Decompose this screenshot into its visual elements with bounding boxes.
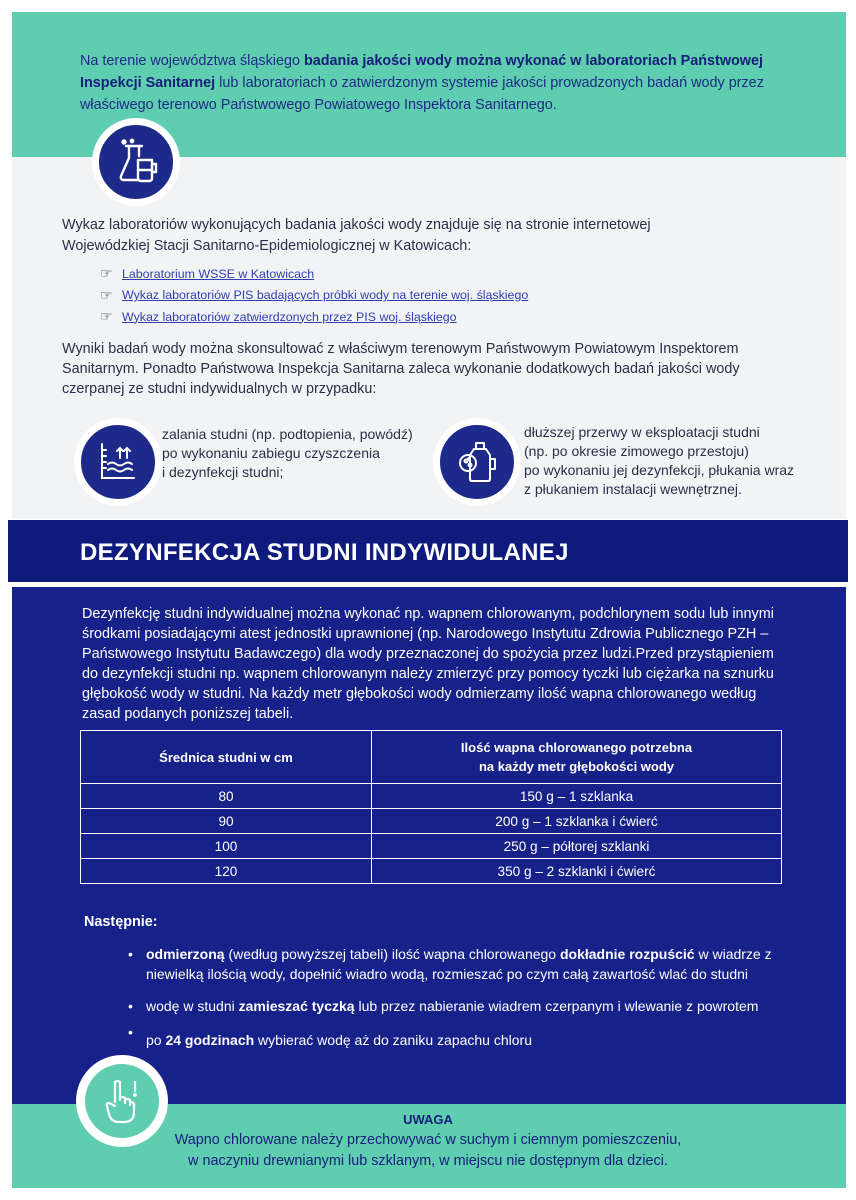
link-wsse-katowice[interactable]: Laboratorium WSSE w Katowicach xyxy=(122,266,315,281)
case-downtime-line: dłuższej przerwy w eksploatacji studni xyxy=(524,424,760,440)
list-item xyxy=(100,285,720,306)
intro-paragraph xyxy=(80,50,780,116)
disinfection-paragraph: Dezynfekcję studni indywidualnej można wykonać np. wapnem chlorowanym, podchlorynem sodu lub innymi środkami posiadającymi atest jednostki uprawnionej (np. Narodowego Instytutu Zdrowia Publicznego PZH – Państwowego Instytutu Badawczego) dla wody przeznaczonej do spożycia przez ludzi.Przed przystąpieniem do dezynfekcji studni np. wapnem chlorowanym należy zmierzyć przy pomocy tyczki lub ciężarka na sznurku głębokość wody w studni. Na każdy metr głębokości wody odmierzamy ilość wapna chlorowanego według zasad podanych poniższej tabeli. xyxy=(82,606,774,722)
table-row xyxy=(81,859,782,884)
case-flooding xyxy=(162,425,432,482)
bullet-dot-icon: • xyxy=(128,998,133,1014)
labs-intro: Wykaz laboratoriów wykonujących badania jakości wody znajduje się na stronie internetowej Wojewódzkiej Stacji Sanitarno-Epidemiologicznej w Katowicach: xyxy=(62,217,651,254)
list-item xyxy=(128,944,788,984)
bullet-dot-icon: • xyxy=(128,946,133,962)
case-flooding-line: zalania studni (np. podtopienia, powódź) xyxy=(162,426,413,442)
flood-water-level-icon xyxy=(74,418,162,506)
warning-title: UWAGA xyxy=(403,1112,453,1127)
table-cell-diameter: 100 xyxy=(81,834,372,859)
table-row xyxy=(81,834,782,859)
bullet-text: po xyxy=(146,1032,166,1048)
table-cell-amount: 350 g – 2 szklanki i ćwierć xyxy=(372,859,782,884)
bullet-text: wodę w studni xyxy=(146,998,239,1014)
warning-text xyxy=(0,1130,856,1172)
table-cell-amount: 200 g – 1 szklanka i ćwierć xyxy=(372,809,782,834)
case-flooding-line: i dezynfekcji studni; xyxy=(162,464,284,480)
bullet-bold: zamieszać tyczką xyxy=(238,998,355,1014)
case-downtime-line: po wykonaniu jej dezynfekcji, płukania wraz xyxy=(524,462,795,478)
bullet-text: lub przez nabieranie wiadrem czerpanym i wlewanie z powrotem xyxy=(354,998,759,1014)
table-cell-diameter: 90 xyxy=(81,809,372,834)
table-header-amount-line: na każdy metr głębokości wody xyxy=(478,759,675,774)
case-flooding-line: po wykonaniu zabiegu czyszczenia xyxy=(162,445,380,461)
list-item xyxy=(100,263,720,284)
link-pis-labs-silesia[interactable]: Wykaz laboratoriów PIS badających próbki wody na terenie woj. śląskiego xyxy=(122,288,529,302)
case-downtime-line: z płukaniem instalacji wewnętrznej. xyxy=(524,481,742,497)
table-header-amount xyxy=(372,731,782,784)
table-cell-amount: 250 g – półtorej szklanki xyxy=(372,834,782,859)
table-header-row xyxy=(81,731,782,784)
next-steps-label: Następnie: xyxy=(84,914,158,930)
bullet-text: (według powyższej tabeli) ilość wapna chlorowanego xyxy=(224,946,560,962)
lab-flask-icon xyxy=(92,118,180,206)
link-approved-labs[interactable]: Wykaz laboratoriów zatwierdzonych przez PIS woj. śląskiego xyxy=(122,309,457,324)
case-downtime xyxy=(524,423,824,499)
results-paragraph: Wyniki badań wody można skonsultować z właściwym terenowym Państwowym Powiatowym Inspektorem Sanitarnym. Ponadto Państwowa Inspekcja Sanitarna zaleca wykonanie dodatkowych badań jakości wody czerpanej ze studni indywidualnych w przypadku: xyxy=(62,341,740,397)
bullet-bold: odmierzoną xyxy=(146,946,225,962)
table-cell-diameter: 120 xyxy=(81,859,372,884)
warning-line: Wapno chlorowane należy przechowywać w suchym i ciemnym pomieszczeniu, xyxy=(174,1132,682,1148)
intro-text-rest: lub laboratoriach o zatwierdzonym systemie jakości prowadzonych badań wody przez właściwego terenowo Państwowego Powiatowego Inspektora Sanitarnego. xyxy=(80,75,764,113)
intro-text-start: Na terenie województwa śląskiego xyxy=(80,53,304,69)
bullet-bold: dokładnie rozpuścić xyxy=(559,946,695,962)
bullet-bold: 24 godzinach xyxy=(165,1032,255,1048)
section-heading: DEZYNFEKCJA STUDNI INDYWIDULANEJ xyxy=(80,539,569,566)
intro-text-bold: badania jakości wody można wykonać w laboratoriach Państwowej Inspekcji Sanitarnej xyxy=(80,53,764,91)
pointing-hand-icon: ☞ xyxy=(100,308,113,324)
list-item xyxy=(128,996,788,1016)
bullet-dot-icon: • xyxy=(128,1024,133,1040)
bullet-text: wybierać wodę aż do zaniku zapachu chloru xyxy=(254,1032,532,1048)
table-cell-amount: 150 g – 1 szklanka xyxy=(372,784,782,809)
table-row xyxy=(81,784,782,809)
labs-link-list xyxy=(100,263,720,328)
warning-line: w naczyniu drewnianymi lub szklanym, w miejscu nie dostępnym dla dzieci. xyxy=(188,1153,668,1169)
list-item xyxy=(128,1024,788,1050)
pointing-hand-icon: ☞ xyxy=(100,265,113,281)
list-item xyxy=(100,306,720,327)
table-cell-diameter: 80 xyxy=(81,784,372,809)
bullet-text: w wiadrze z niewielką ilością wody, dopełnić wiadro wodą, rozmieszać po czym całą zawartość wlać do studni xyxy=(146,946,772,982)
pointing-hand-icon: ☞ xyxy=(100,286,113,303)
dose-table xyxy=(80,730,782,884)
disinfectant-bottle-icon xyxy=(433,418,521,506)
case-downtime-line: (np. po okresie zimowego przestoju) xyxy=(524,443,749,459)
table-header-amount-line: Ilość wapna chlorowanego potrzebna xyxy=(460,740,693,755)
table-row xyxy=(81,809,782,834)
table-header-diameter: Średnica studni w cm xyxy=(81,731,372,784)
